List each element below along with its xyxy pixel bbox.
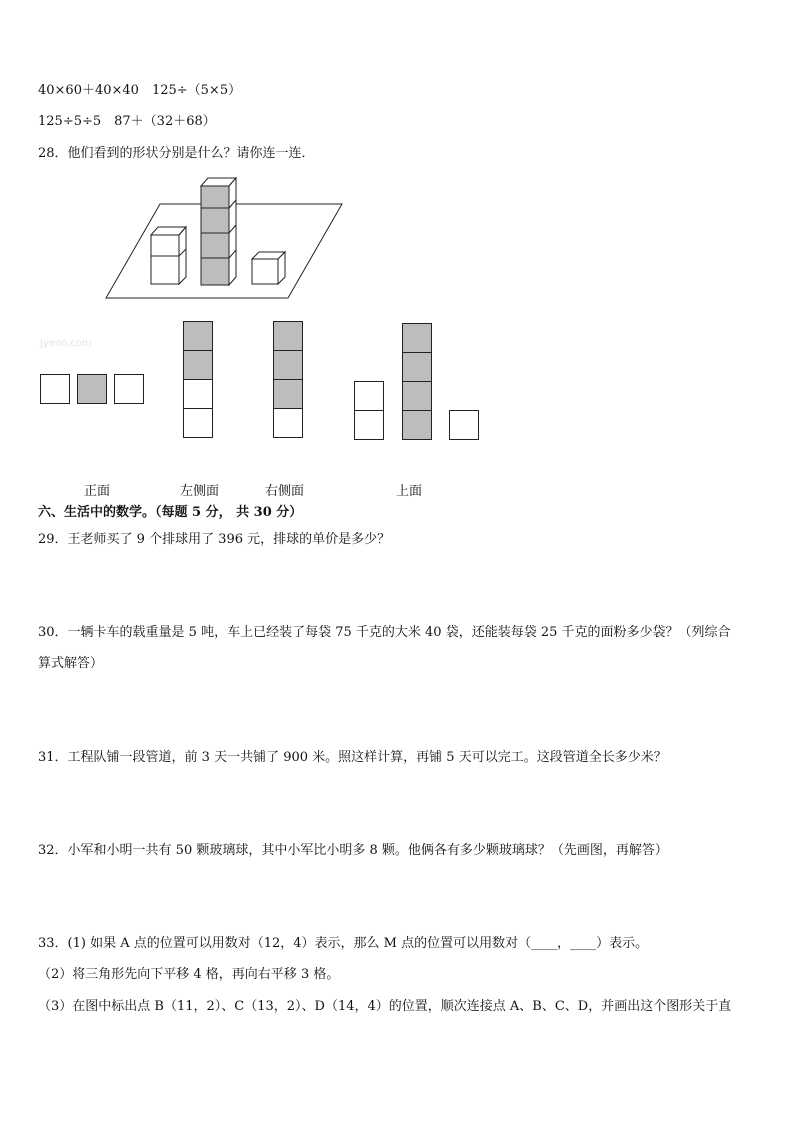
view-option-3-box-4: [273, 408, 303, 438]
view-option-3-box-3: [273, 379, 303, 409]
view-option-4-box-1: [354, 381, 384, 411]
view-option-4-box-2: [354, 410, 384, 440]
expression-line-1: 40×60＋40×40 125÷（5×5）: [38, 83, 242, 98]
question-33-part-1: 33．(1) 如果 A 点的位置可以用数对（12，4）表示，那么 M 点的位置可以用数对（____，____）表示。: [38, 936, 649, 951]
view-option-4-box-6: [402, 410, 432, 440]
view-option-2-box-2: [183, 350, 213, 380]
question-30-line-2: 算式解答）: [38, 656, 104, 671]
view-option-4-box-7: [449, 410, 479, 440]
front-view-box-2: [77, 374, 107, 404]
front-view-box-3: [114, 374, 144, 404]
view-option-3-box-1: [273, 321, 303, 351]
question-33-part-3: （3）在图中标出点 B（11，2）、C（13，2）、D（14，4）的位置，顺次连接点 A、B、C、D，并画出这个图形关于直: [38, 999, 732, 1014]
label-left-view: 左侧面: [180, 484, 220, 499]
expression-line-2: 125÷5÷5 87＋（32＋68）: [38, 114, 216, 129]
question-30-line-1: 30．一辆卡车的载重量是 5 吨，车上已经装了每袋 75 千克的大米 40 袋，还能装每袋 25 千克的面粉多少袋？（列综合: [38, 625, 731, 640]
view-option-4-box-5: [402, 381, 432, 411]
label-top-view: 上面: [396, 484, 423, 499]
section-6-heading: 六、生活中的数学。（每题 5 分， 共 30 分）: [38, 505, 303, 520]
view-option-4-box-4: [402, 352, 432, 382]
question-28: 28．他们看到的形状分别是什么？请你连一连．: [38, 146, 315, 161]
front-view-box-1: [40, 374, 70, 404]
question-29: 29．王老师买了 9 个排球用了 396 元，排球的单价是多少？: [38, 532, 391, 547]
left-cube-stack: [151, 227, 186, 284]
watermark: Jyeoo.com: [40, 338, 92, 349]
label-front-view: 正面: [84, 484, 111, 499]
label-right-view: 右侧面: [265, 484, 305, 499]
view-option-4-box-3: [402, 323, 432, 353]
middle-cube-stack: [201, 178, 236, 285]
question-31: 31．工程队铺一段管道，前 3 天一共铺了 900 米。照这样计算，再铺 5 天可以完工。这段管道全长多少米？: [38, 750, 667, 765]
view-option-2-box-3: [183, 379, 213, 409]
question-32: 32．小军和小明一共有 50 颗玻璃球，其中小军比小明多 8 颗。他俩各有多少颗玻璃球？（先画图，再解答）: [38, 843, 668, 858]
question-33-part-2: （2）将三角形先向下平移 4 格，再向右平移 3 格。: [38, 967, 340, 982]
right-single-cube: [252, 252, 285, 284]
view-option-2-box-1: [183, 321, 213, 351]
view-option-3-box-2: [273, 350, 303, 380]
view-option-2-box-4: [183, 408, 213, 438]
